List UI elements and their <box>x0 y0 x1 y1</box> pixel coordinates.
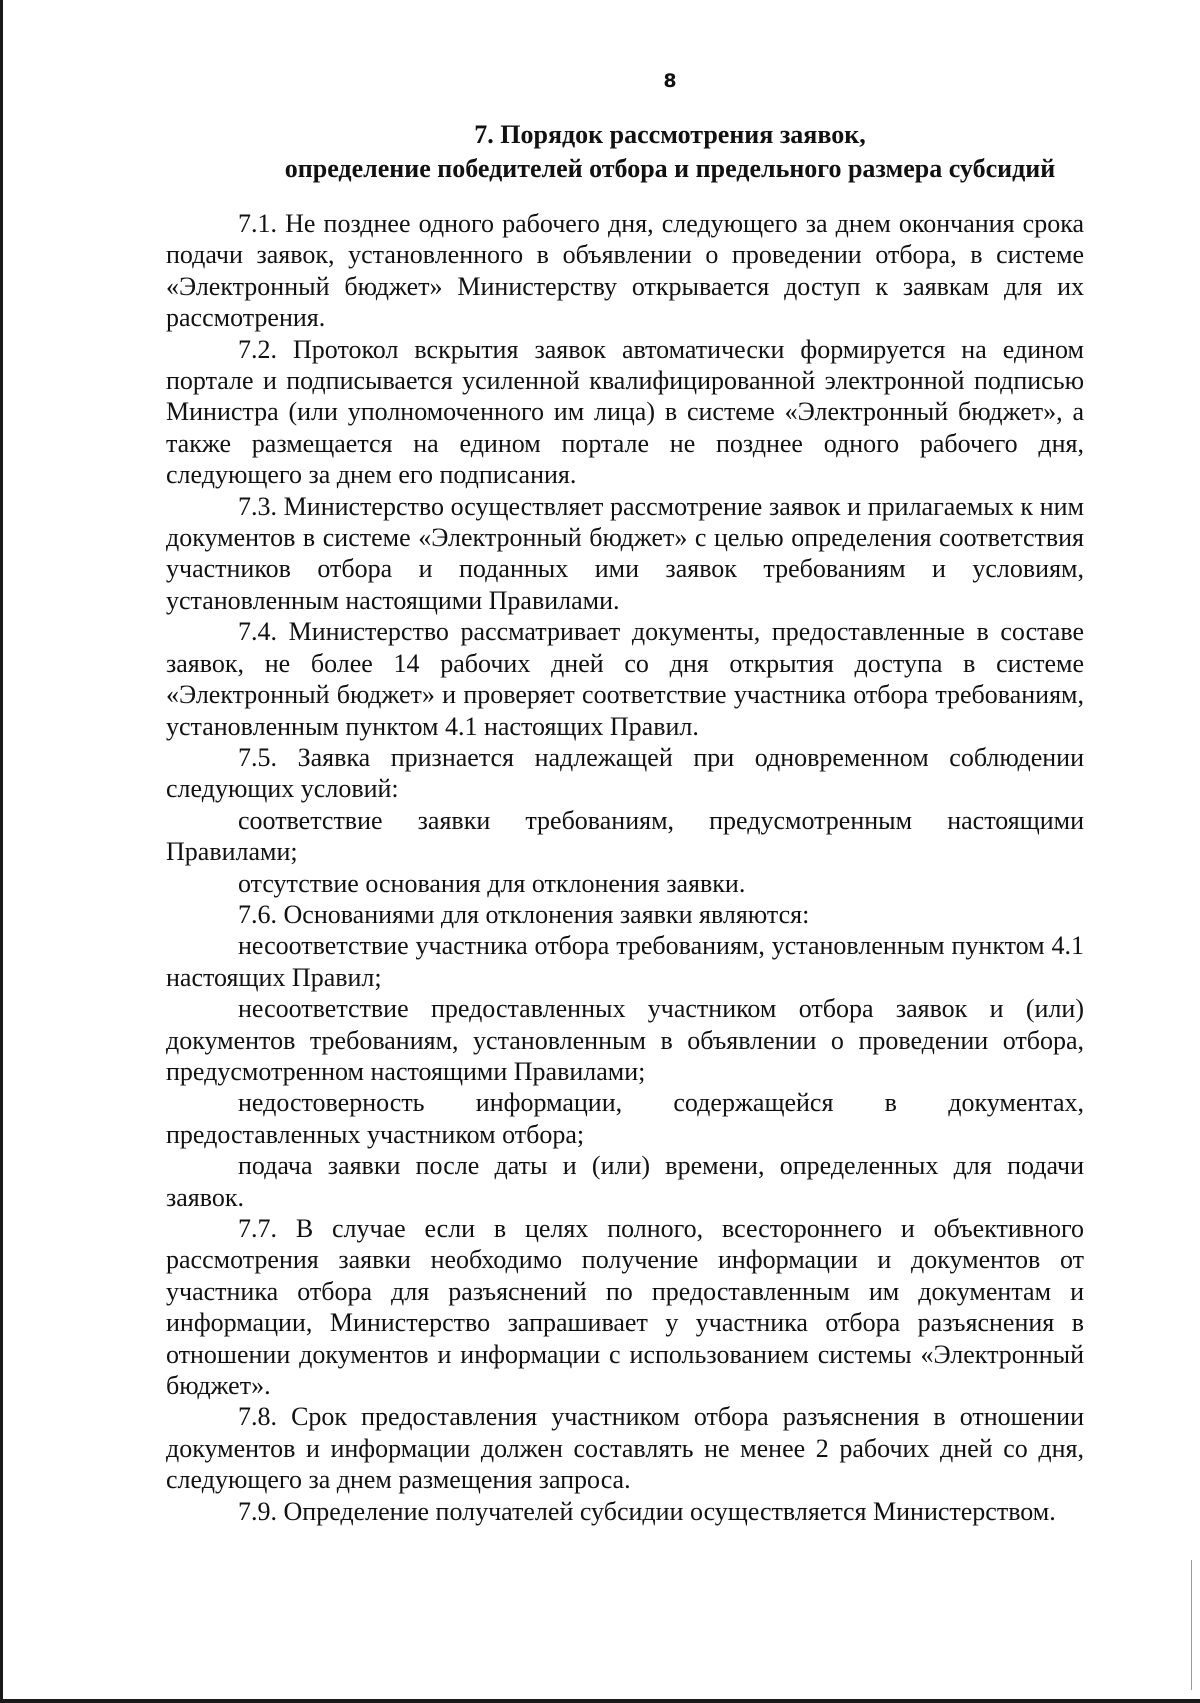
condition-item: отсутствие основания для отклонения заявки. <box>238 868 746 898</box>
paragraph-7-9: 7.9. Определение получателей субсидии осуществляется Министерством. <box>238 1496 1056 1526</box>
document-body <box>166 208 1084 1527</box>
rejection-ground-item: несоответствие участника отбора требованиям, установленным пунктом 4.1 настоящих Правил; <box>166 931 1084 992</box>
paragraph-7-1: 7.1. Не позднее одного рабочего дня, следующего за днем окончания срока подачи заявок, установленного в объявлении о проведении отбора, в системе «Электронный бюджет» Министерству открывается доступ к заявкам для их рассмотрения. <box>166 209 1084 333</box>
section-title <box>230 118 1110 186</box>
rejection-ground-item: недостоверность информации, содержащейся в документах, предоставленных участником отбора; <box>166 1088 1084 1149</box>
scan-edge-right <box>1191 1560 1192 1690</box>
paragraph-7-6: 7.6. Основаниями для отклонения заявки являются: <box>238 899 810 929</box>
section-title-line-1: 7. Порядок рассмотрения заявок, <box>474 120 866 149</box>
section-title-line-2: определение победителей отбора и предельного размера субсидий <box>284 154 1056 183</box>
paragraph-7-4: 7.4. Министерство рассматривает документы, предоставленные в составе заявок, не более 14 рабочих дней со дня открытия доступа в системе «Электронный бюджет» и проверяет соответствие участника отбора требованиям, установленным пунктом 4.1 настоящих Правил. <box>166 617 1084 741</box>
rejection-ground-item: несоответствие предоставленных участником отбора заявок и (или) документов требованиям, установленным в объявлении о проведении отбора, предусмотренном настоящими Правилами; <box>166 994 1084 1086</box>
paragraph-7-7: 7.7. В случае если в целях полного, всестороннего и объективного рассмотрения заявки необходимо получение информации и документов от участника отбора для разъяснений по предоставленным им документам и информации, Министерство запрашивает у участника отбора разъяснения в отношении документов и информации с использованием системы «Электронный бюджет». <box>166 1214 1084 1401</box>
paragraph-7-5: 7.5. Заявка признается надлежащей при одновременном соблюдении следующих условий: <box>166 742 1084 804</box>
paragraph-7-8: 7.8. Срок предоставления участником отбора разъяснения в отношении документов и информации должен составлять не менее 2 рабочих дней со дня, следующего за днем размещения запроса. <box>166 1402 1084 1495</box>
scan-edge-bottom <box>0 1699 1200 1703</box>
rejection-ground-item: подача заявки после даты и (или) времени, определенных для подачи заявок. <box>166 1151 1084 1212</box>
scan-edge-left <box>0 0 3 1703</box>
paragraph-7-3: 7.3. Министерство осуществляет рассмотрение заявок и прилагаемых к ним документов в системе «Электронный бюджет» с целью определения соответствия участников отбора и поданных ими заявок требованиям и условиям, установленным настоящими Правилами. <box>166 491 1084 615</box>
page-number: 8 <box>663 70 677 92</box>
paragraph-7-2: 7.2. Протокол вскрытия заявок автоматически формируется на едином портале и подписывается усиленной квалифицированной электронной подписью Министра (или уполномоченного им лица) в системе «Электронный бюджет», а также размещается на едином портале не позднее одного рабочего дня, следующего за днем его подписания. <box>166 334 1084 490</box>
condition-item: соответствие заявки требованиям, предусмотренным настоящими Правилами; <box>166 805 1084 867</box>
